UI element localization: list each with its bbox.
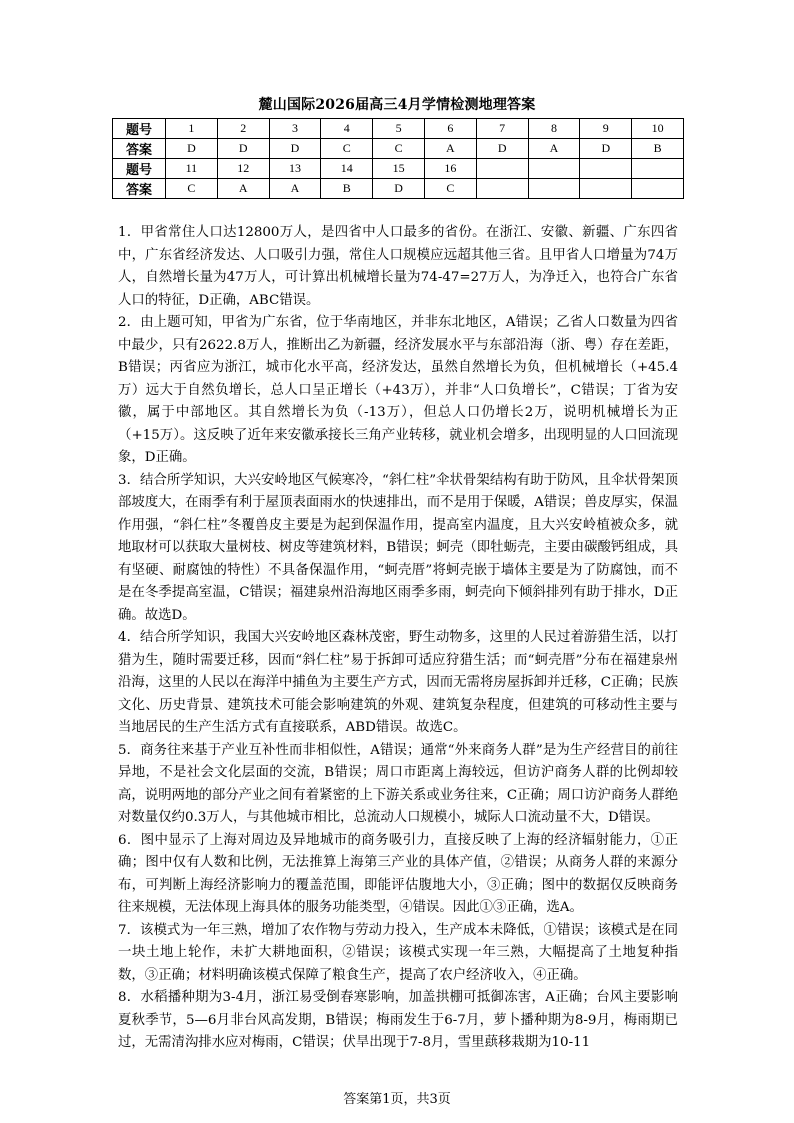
answer-table-cell: 11 [166, 159, 218, 179]
answer-table-cell: 4 [321, 119, 373, 139]
answer-table-cell [632, 179, 684, 199]
page-title: 麓山国际2026届高三4月学情检测地理答案 [258, 97, 536, 113]
explanation-3: 3．结合所学知识，大兴安岭地区气候寒冷，“斜仁柱”伞状骨架结构有助于防风，且伞状骨架顶部坡度大，在雨季有利于屋顶表面雨水的快速排出，而不是用于保暖，A错误；兽皮厚实，保温作用强，“斜仁柱”冬覆兽皮主要是为起到保温作用，提高室内温度，且大兴安岭植被众多，就地取材可以获取大量树枝、树皮等建筑材料，B错误；蚵壳（即牡蛎壳，主要由碳酸钙组成，具有坚硬、耐腐蚀的特性）不具备保温作用，“蚵壳厝”将蚵壳嵌于墙体主要是为了防腐蚀，而不是在冬季提高室温，C错误；福建泉州沿海地区雨季多雨，蚵壳向下倾斜排列有助于排水，D正确。故选D。 [118, 472, 678, 623]
explanation-1: 1．甲省常住人口达12800万人，是四省中人口最多的省份。在浙江、安徽、新疆、广东四省中，广东省经济发达、人口吸引力强，常住人口规模应远超其他三省。且甲省人口增量为74万人，自然增长量为47万人，可计算出机械增长量为74-47=27万人，为净迁入，也符合广东省人口的特征，D正确，ABC错误。 [118, 225, 678, 308]
answer-table-cell [528, 179, 580, 199]
answer-table-cell: 15 [373, 159, 425, 179]
row-label-question: 题号 [113, 119, 166, 139]
answer-table-cell [580, 179, 632, 199]
answer-table-answer-row [113, 179, 684, 199]
row-label-question: 题号 [113, 159, 166, 179]
row-label-answer: 答案 [113, 139, 166, 159]
answer-table-cell: D [580, 139, 632, 159]
answer-table-cell [632, 159, 684, 179]
explanation-7: 7．该模式为一年三熟，增加了农作物与劳动力投入，生产成本未降低，①错误；该模式是在同一块土地上轮作，未扩大耕地面积，②错误；该模式实现一年三熟，大幅提高了土地复种指数，③正确；材料明确该模式保障了粮食生产，提高了农户经济收入，④正确。 [118, 922, 678, 983]
answer-table-cell: D [269, 139, 321, 159]
answer-table-cell: 9 [580, 119, 632, 139]
answer-table-cell: B [321, 179, 373, 199]
answer-table-cell: 6 [424, 119, 476, 139]
answer-table-cell [476, 179, 528, 199]
explanation-4: 4．结合所学知识，我国大兴安岭地区森林茂密，野生动物多，这里的人民过着游猎生活，以打猎为生，随时需要迁移，因而“斜仁柱”易于拆卸可适应狩猎生活；而“蚵壳厝”分布在福建泉州沿海，这里的人民以在海洋中捕鱼为主要生产方式，因而无需将房屋拆卸并迁移，C正确；民族文化、历史背景、建筑技术可能会影响建筑的外观、建筑复杂程度，但建筑的可移动性主要与当地居民的生产生活方式有直接联系，ABD错误。故选C。 [118, 630, 678, 735]
answer-table-cell: 3 [269, 119, 321, 139]
answer-table-cell: 1 [166, 119, 218, 139]
answer-table-cell: A [269, 179, 321, 199]
answer-table-cell: 8 [528, 119, 580, 139]
answer-table-cell [476, 159, 528, 179]
answer-table-cell: C [166, 179, 218, 199]
answer-table [112, 118, 684, 199]
explanation-body [118, 222, 678, 1055]
explanation-8: 8．水稻播种期为3-4月，浙江易受倒春寒影响，加盖拱棚可抵御冻害，A正确；台风主要影响夏秋季节，5—6月非台风高发期，B错误；梅雨发生于6-7月，萝卜播种期为8-9月，梅雨期已过，无需清沟排水应对梅雨，C错误；伏旱出现于7-8月，雪里蕻移栽期为10-11 [118, 990, 678, 1050]
answer-table-cell: D [166, 139, 218, 159]
answer-table-cell: 5 [373, 119, 425, 139]
answer-table-cell: A [424, 139, 476, 159]
explanation-5: 5．商务往来基于产业互补性而非相似性，A错误；通常“外来商务人群”是为生产经营目的前往异地，不是社会文化层面的交流，B错误；周口市距离上海较远，但访沪商务人群的比例却较高，说明两地的部分产业之间有着紧密的上下游关系或业务往来，C正确；周口访沪商务人群绝对数量仅约0.3万人，与其他城市相比，总流动人口规模小，城际人口流动量不大，D错误。 [118, 742, 678, 825]
answer-table-cell: D [373, 179, 425, 199]
answer-table-cell: B [632, 139, 684, 159]
answer-table-cell: C [373, 139, 425, 159]
row-label-answer: 答案 [113, 179, 166, 199]
answer-table-cell: C [424, 179, 476, 199]
explanation-2: 2．由上题可知，甲省为广东省，位于华南地区，并非东北地区，A错误；乙省人口数量为四省中最少，只有2622.8万人，推断出乙为新疆，经济发展水平与东部沿海（浙、粤）存在差距，B错误；丙省应为浙江，城市化水平高，经济发达，虽然自然增长为负，但机械增长（+45.4万）远大于自然负增长，总人口呈正增长（+43万），并非“人口负增长”，C错误；丁省为安徽，属于中部地区。其自然增长为负（-13万），但总人口仍增长2万，说明机械增长为正（+15万）。这反映了近年来安徽承接长三角产业转移，就业机会增多，出现明显的人口回流现象，D正确。 [118, 315, 678, 465]
answer-table-cell: A [528, 139, 580, 159]
answer-table-cell: 2 [217, 119, 269, 139]
explanation-6: 6．图中显示了上海对周边及异地城市的商务吸引力，直接反映了上海的经济辐射能力，①正确；图中仅有人数和比例，无法推算上海第三产业的具体产值，②错误；从商务人群的来源分布，可判断上海经济影响力的覆盖范围，即能评估腹地大小，③正确；图中的数据仅反映商务往来规模，无法体现上海具体的服务功能类型，④错误。因此①③正确，选A。 [118, 832, 678, 915]
answer-table-cell: D [476, 139, 528, 159]
answer-table-cell: 16 [424, 159, 476, 179]
answer-table-cell: 13 [269, 159, 321, 179]
answer-table-answer-row [113, 139, 684, 159]
answer-table-cell: 7 [476, 119, 528, 139]
answer-table-cell: D [217, 139, 269, 159]
answer-table-cell: 10 [632, 119, 684, 139]
answer-table-cell: 12 [217, 159, 269, 179]
answer-table-cell [580, 159, 632, 179]
answer-table-cell: 14 [321, 159, 373, 179]
answer-table-cell [528, 159, 580, 179]
page-footer: 答案第1页，共3页 [343, 1092, 451, 1107]
answer-table-cell: A [217, 179, 269, 199]
answer-table-question-row [113, 159, 684, 179]
answer-table-question-row [113, 119, 684, 139]
answer-table-cell: C [321, 139, 373, 159]
